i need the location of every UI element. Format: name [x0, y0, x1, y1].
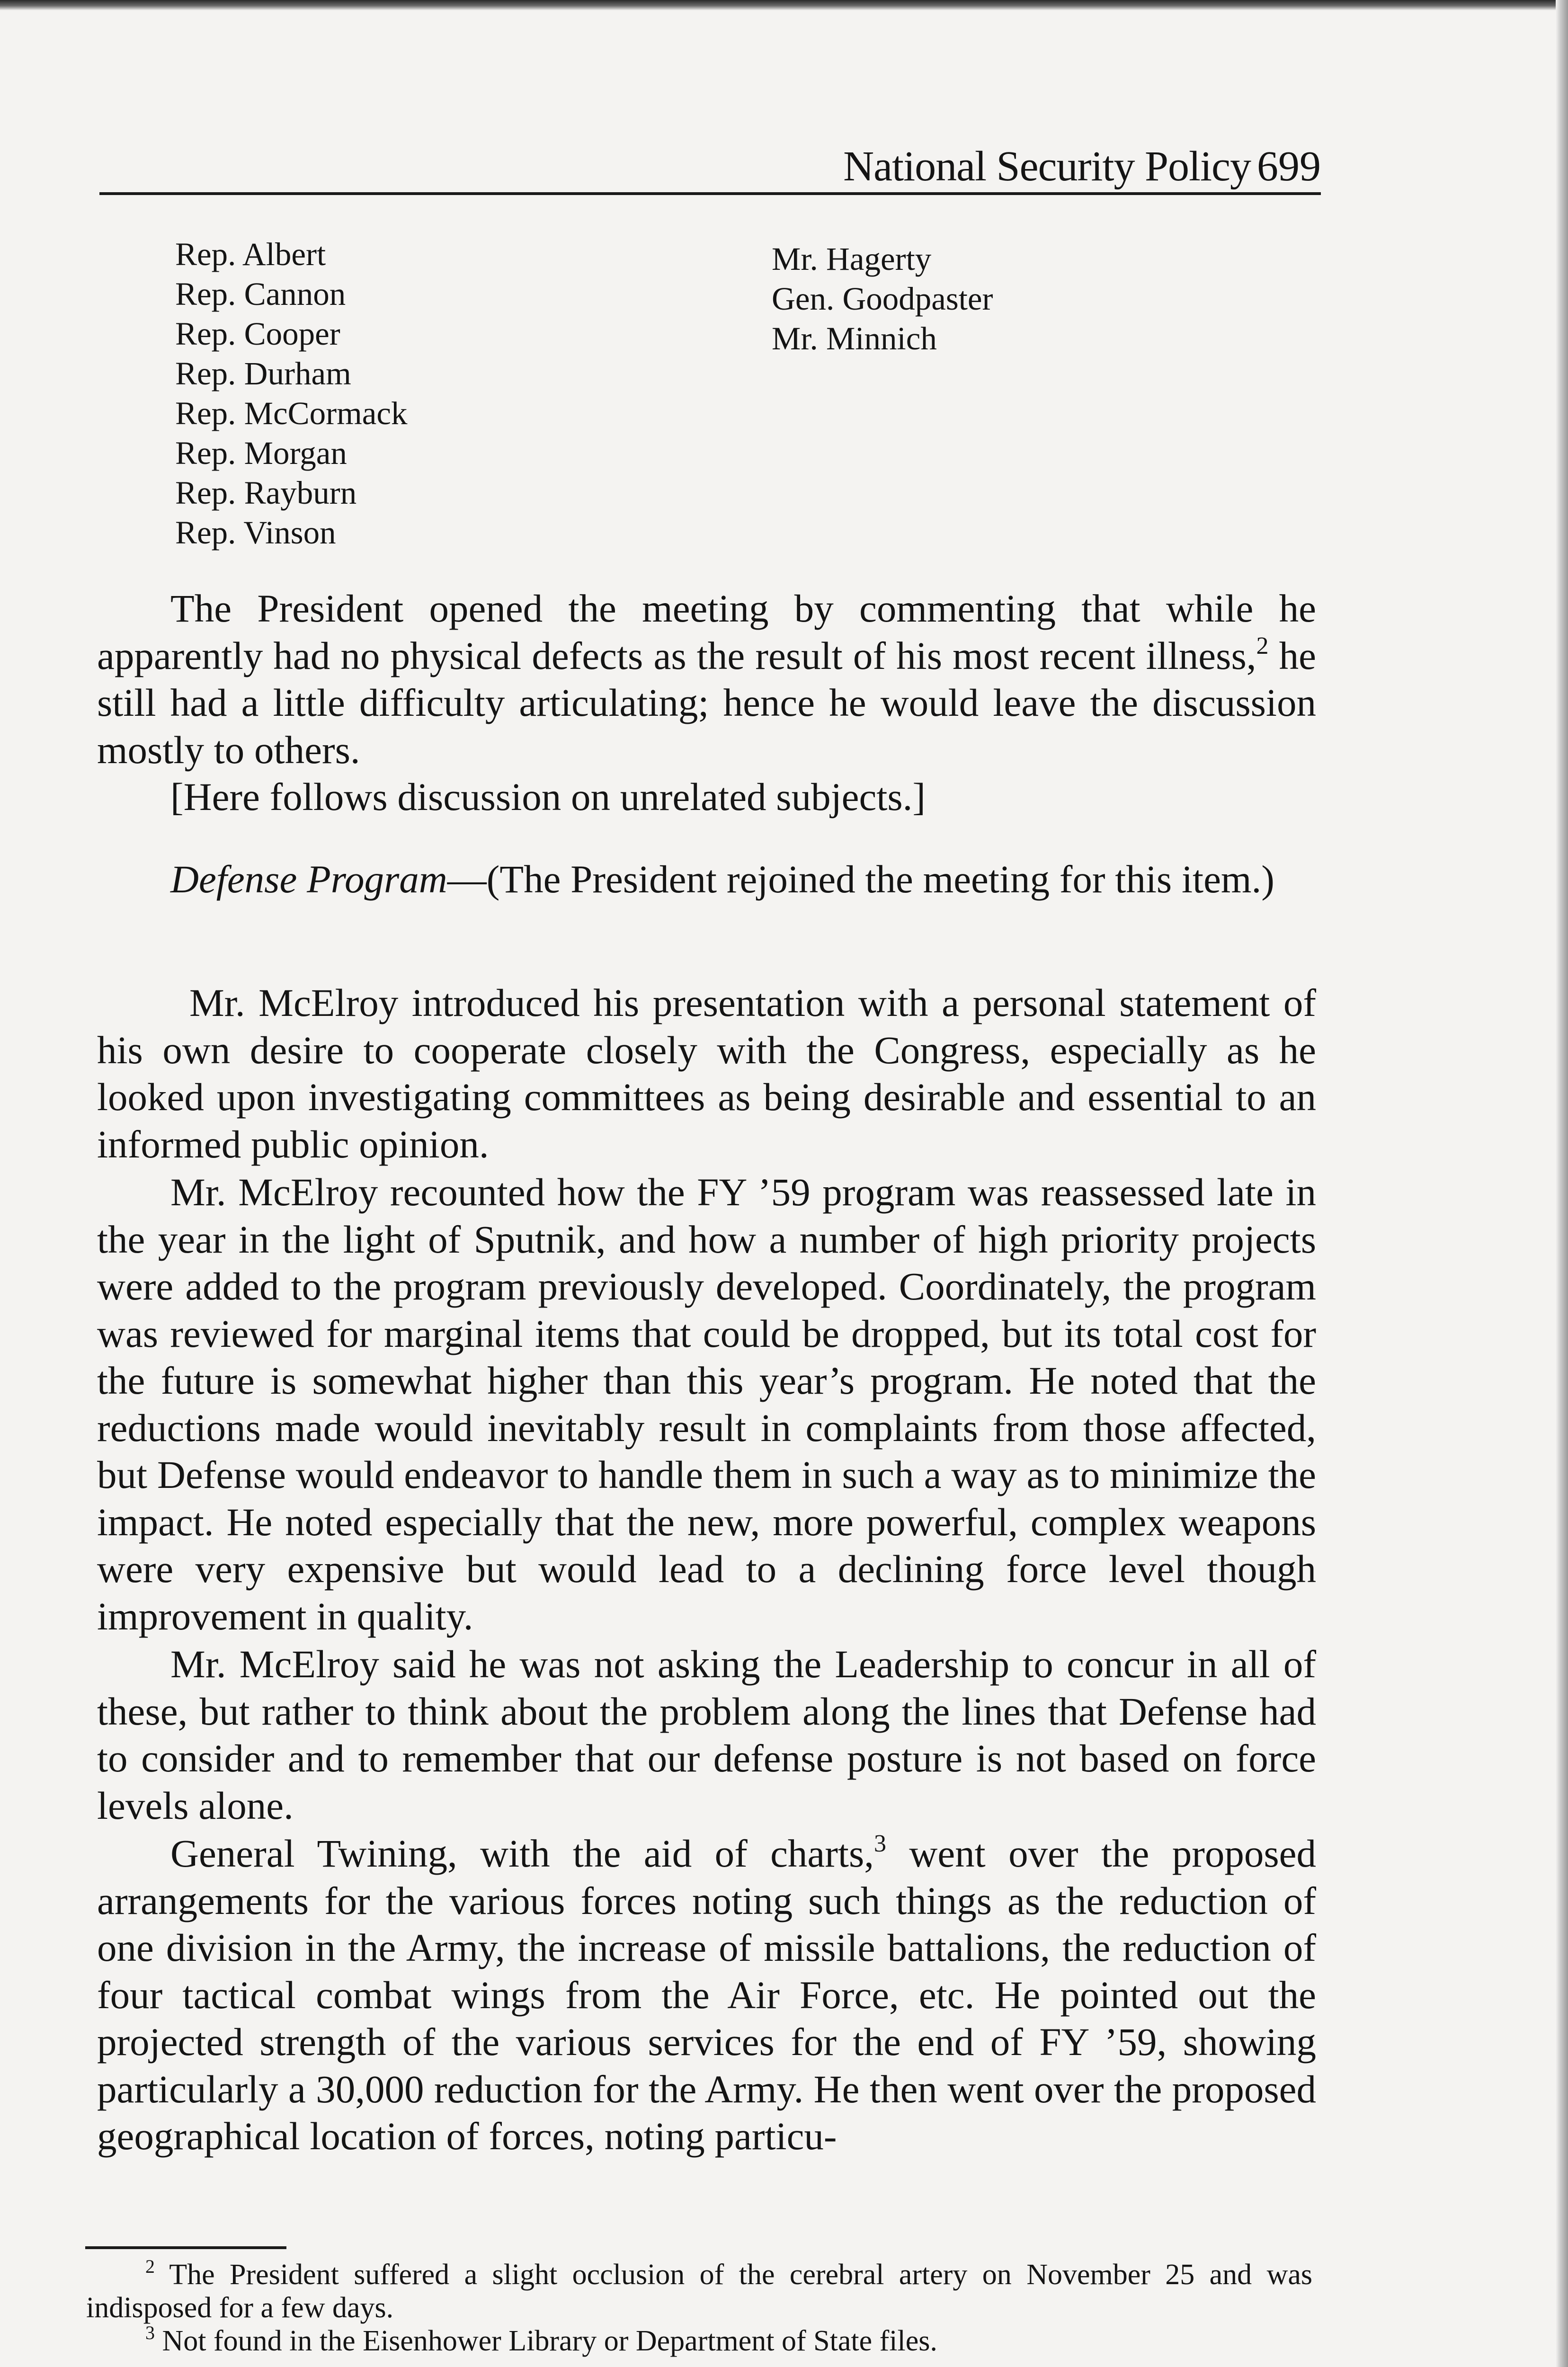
attendee-name: Rep. Rayburn — [175, 475, 357, 511]
opening-text-continued: he still had a little difficulty articulating; hence he would leave the discussion mostly to others. — [97, 633, 1316, 772]
attendee-list-left — [175, 234, 408, 552]
footnote — [86, 2324, 1312, 2358]
attendee-name: Rep. Cannon — [175, 276, 346, 312]
page-number: 699 — [1257, 143, 1321, 190]
page-top-edge-shadow — [0, 0, 1568, 10]
footnote-reference: 3 — [874, 1830, 887, 1857]
editorial-note-text: [Here follows discussion on unrelated subjects.] — [170, 775, 926, 819]
twining-text-continued: went over the proposed arrangements for the various forces noting such things as the reduction of one division in the Army, the increase of missile battalions, the reduction of four tactical combat wings from the Air Force, etc. He pointed out the projected strength of the various services for the end of FY ’59, showing particularly a 30,000 reduction for the Army. He then went over the proposed geographical location of forces, noting particu- — [97, 1832, 1316, 2158]
paragraph-mcelroy-leadership: Mr. McElroy said he was not asking the Leadership to concur in all of these, but rather to think about the problem along the lines that Defense had to consider and to remember that our defense posture is not based on force levels alone. — [97, 1642, 1316, 1827]
attendee-name: Mr. Minnich — [772, 320, 937, 356]
attendee-name: Rep. Vinson — [175, 515, 336, 551]
footnote-marker: 2 — [145, 2256, 155, 2277]
body-paragraphs — [97, 979, 1316, 2160]
attendee-name: Rep. Cooper — [175, 316, 340, 352]
paragraph-twining — [97, 1830, 1316, 2160]
attendee-name: Mr. Hagerty — [772, 241, 932, 277]
footnote-marker: 3 — [145, 2322, 155, 2343]
attendee-name: Rep. McCormack — [175, 395, 408, 431]
attendee-name: Rep. Morgan — [175, 435, 347, 471]
footnote-divider — [85, 2246, 286, 2249]
twining-text: General Twining, with the aid of charts, — [170, 1832, 874, 1875]
paragraph-editorial-note — [97, 774, 1316, 821]
page-right-edge-shadow — [1556, 0, 1568, 2367]
footnote-text: Not found in the Eisenhower Library or Department of State files. — [155, 2325, 937, 2357]
attendee-name: Gen. Goodpaster — [772, 281, 993, 317]
running-head-title: National Security Policy — [843, 143, 1251, 190]
attendee-list-right — [772, 239, 993, 358]
running-head — [99, 137, 1321, 195]
attendee-name: Rep. Albert — [175, 236, 326, 272]
section-heading-rest: —(The President rejoined the meeting for this item.) — [447, 857, 1274, 901]
footnotes — [86, 2258, 1312, 2358]
footnote — [86, 2258, 1312, 2324]
footnote-text: The President suffered a slight occlusion of the cerebral artery on November 25 and was indisposed for a few days. — [86, 2259, 1312, 2324]
opening-text: The President opened the meeting by commenting that while he apparently had no physical defects as the result of his most recent illness, — [97, 587, 1316, 677]
section-heading: Defense Program — [170, 857, 447, 901]
paragraph-defense-program — [97, 856, 1316, 903]
paragraph-mcelroy-intro: Mr. McElroy introduced his presentation with a personal statement of his own desire to cooperate closely with the Congress, especially as he looked upon investigating committees as being desirable and essential to an informed public opinion. — [97, 981, 1316, 1166]
paragraph-mcelroy-fy59: Mr. McElroy recounted how the FY ’59 program was reassessed late in the year in the light of Sputnik, and how a number of high priority projects were added to the program previously developed. Coordinately, the program was reviewed for marginal items that could be dropped, but its total cost for the future is somewhat higher than this year’s program. He noted that the reductions made would inevitably result in complaints from those affected, but Defense would endeavor to handle them in such a way as to minimize the impact. He noted especially that the new, more powerful, complex weapons were very expensive but would lead to a declining force level though improvement in quality. — [97, 1170, 1316, 1638]
paragraph-opening — [97, 585, 1316, 774]
attendee-name: Rep. Durham — [175, 356, 351, 392]
footnote-reference: 2 — [1256, 632, 1269, 659]
